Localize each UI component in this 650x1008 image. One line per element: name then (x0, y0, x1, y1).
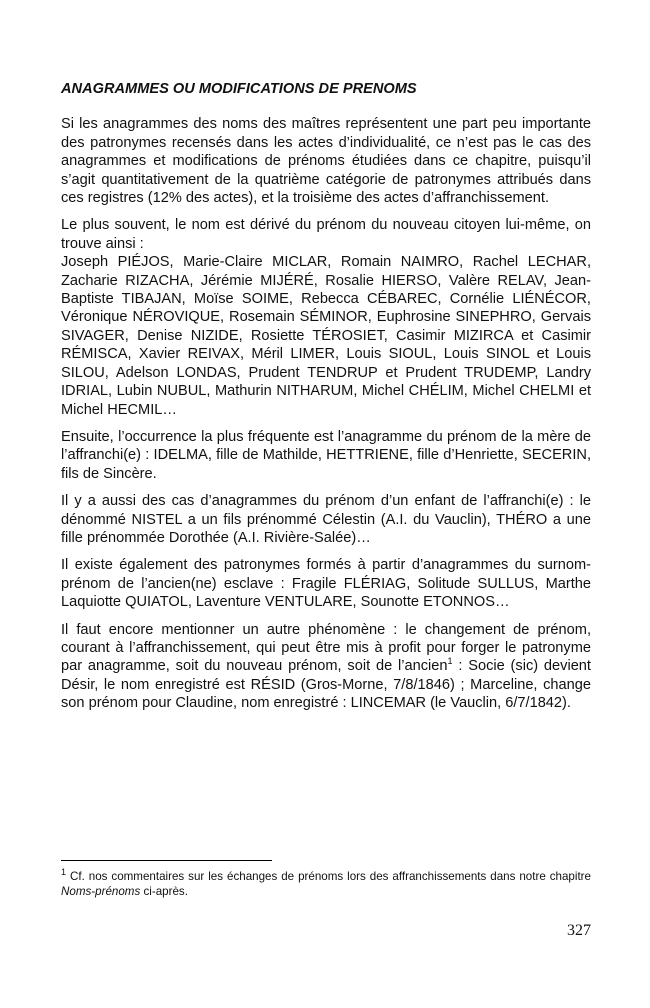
paragraph-nickname-anagrams: Il existe également des patronymes formés à partir d’anagrammes du surnom-prénom de l’ancien(ne) esclave : Fragile FLÉRIAG, Solitude SULLUS, Marthe Laquiotte QUIATOL, Laventure VENTULARE, Sounotte ETONNOS… (61, 557, 591, 611)
page-body (61, 80, 591, 722)
paragraph-text-after-note: : Socie (sic) devient Désir, le nom enregistré est RÉSID (Gros-Morne, 7/8/1846) ; Marceline, change son prénom pour Claudine, nom enregistré : LINCEMAR (le Vauclin, 6/7/1842). (61, 658, 591, 712)
paragraph-name-change (61, 621, 591, 713)
name-list: Joseph PIÉJOS, Marie-Claire MICLAR, Romain NAIMRO, Rachel LECHAR, Zacharie RIZACHA, Jérémie MIJÉRÉ, Rosalie HIERSO, Valère RELAV, Jean-Baptiste TIBAJAN, Moïse SOIME, Rebecca CÉBAREC, Cornélie LIÉNÉCOR, Véronique NÉROVIQUE, Rosemain SÉMINOR, Euphrosine SINEPHRO, Gervais SIVAGER, Denise NIZIDE, Rosiette TÉROSIET, Casimir MIZIRCA et Casimir RÉMISCA, Xavier REIVAX, Méril LIMER, Louis SIOUL, Louis SINOL et Louis SILOU, Adelson LONDAS, Prudent TENDRUP et Prudent TRUDEMP, Landry IDRIAL, Lubin NUBUL, Mathurin NITHARUM, Michel CHÉLIM, Michel CHELMI et Michel HECMIL… (61, 254, 591, 418)
footnote-chapter-title: Noms-prénoms (61, 885, 141, 898)
footnote-text-start: Cf. nos commentaires sur les échanges de prénoms lors des affranchissements dans notre chapitre (66, 870, 591, 883)
paragraph-child-anagrams: Il y a aussi des cas d’anagrammes du prénom d’un enfant de l’affranchi(e) : le dénommé NISTEL a un fils prénommé Célestin (A.I. du Vauclin), THÉRO a une fille prénommée Dorothée (A.I. Rivière-Salée)… (61, 493, 591, 546)
footnote (61, 869, 591, 899)
page-number: 327 (567, 922, 591, 939)
paragraph-text-before-note: Il faut encore mentionner un autre phénomène : le changement de prénom, courant à l’affranchissement, qui peut être mis à profit pour forger le patronyme par anagramme, soit du nouveau prénom, soit de l’ancien (61, 621, 591, 675)
paragraph-intro: Si les anagrammes des noms des maîtres représentent une part peu importante des patronymes recensés dans les actes d’individualité, ce n’est pas le cas des anagrammes et modifications de prénoms étudiées dans ce chapitre, puisqu’il s’agit quantitativement de la quatrième catégorie de patronymes attribués dans ces registres (12% des actes), et la troisième des actes d’affranchissement. (61, 116, 591, 207)
section-heading: ANAGRAMMES OU MODIFICATIONS DE PRENOMS (61, 81, 417, 97)
paragraph-lead-text: Le plus souvent, le nom est dérivé du prénom du nouveau citoyen lui-même, on trouve ainsi : (61, 217, 591, 252)
footnote-reference[interactable]: 1 (447, 656, 453, 667)
paragraph-mother-anagrams: Ensuite, l’occurrence la plus fréquente est l’anagramme du prénom de la mère de l’affranchi(e) : IDELMA, fille de Mathilde, HETTRIENE, fille d’Henriette, SECERIN, fils de Sincère. (61, 428, 591, 482)
paragraph-first-name-anagrams (61, 216, 591, 418)
footnote-divider (61, 860, 272, 861)
footnote-text-end: ci-après. (140, 885, 188, 898)
footnote-number: 1 (61, 867, 67, 878)
